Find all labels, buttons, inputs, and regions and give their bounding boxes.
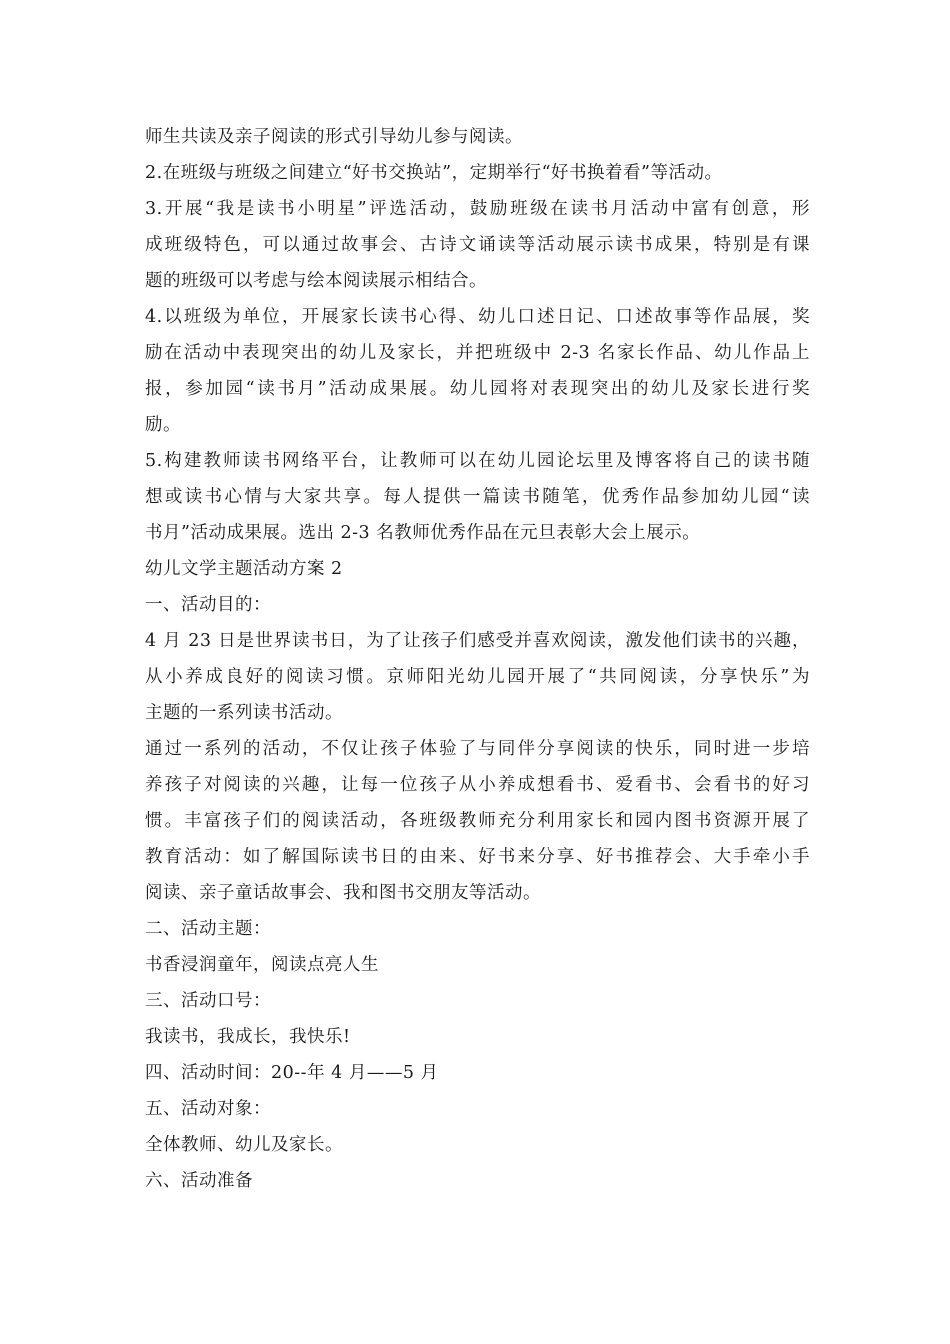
text-line: 励。 xyxy=(145,415,181,435)
section-heading: 四、活动时间：20--年 4 月——5 月 xyxy=(145,1063,439,1083)
text-line: 书月”活动成果展。选出 2-3 名教师优秀作品在元旦表彰大会上展示。 xyxy=(145,523,701,543)
section-heading: 三、活动口号： xyxy=(145,991,271,1011)
text-line: 2.在班级与班级之间建立“好书交换站”，定期举行“好书换着看”等活动。 xyxy=(145,163,723,183)
document-page xyxy=(145,119,810,1199)
text-line: 阅读、亲子童话故事会、我和图书交朋友等活动。 xyxy=(145,883,541,903)
text-line: 3.开展“我是读书小明星”评选活动，鼓励班级在读书月活动中富有创意，形 xyxy=(145,199,810,219)
text-line: 4 月 23 日是世界读书日，为了让孩子们感受并喜欢阅读，激发他们读书的兴趣， xyxy=(145,631,810,651)
text-line: 励在活动中表现突出的幼儿及家长，并把班级中 2-3 名家长作品、幼儿作品上 xyxy=(145,343,810,363)
text-line: 成班级特色，可以通过故事会、古诗文诵读等活动展示读书成果，特别是有课 xyxy=(145,235,810,255)
text-line: 养孩子对阅读的兴趣，让每一位孩子从小养成想看书、爱看书、会看书的好习 xyxy=(145,775,810,795)
text-line: 通过一系列的活动，不仅让孩子体验了与同伴分享阅读的快乐，同时进一步培 xyxy=(145,739,810,759)
text-line: 报，参加园“读书月”活动成果展。幼儿园将对表现突出的幼儿及家长进行奖 xyxy=(145,379,810,399)
text-line: 教育活动：如了解国际读书日的由来、好书来分享、好书推荐会、大手牵小手 xyxy=(145,847,810,867)
text-line: 题的班级可以考虑与绘本阅读展示相结合。 xyxy=(145,271,487,291)
text-line: 5.构建教师读书网络平台，让教师可以在幼儿园论坛里及博客将自己的读书随 xyxy=(145,451,810,471)
text-line: 师生共读及亲子阅读的形式引导幼儿参与阅读。 xyxy=(145,127,523,147)
section-heading: 六、活动准备 xyxy=(145,1171,253,1191)
text-line: 主题的一系列读书活动。 xyxy=(145,703,343,723)
text-line: 全体教师、幼儿及家长。 xyxy=(145,1135,343,1155)
section-heading: 一、活动目的： xyxy=(145,595,271,615)
text-line: 惯。丰富孩子们的阅读活动，各班级教师充分利用家长和园内图书资源开展了 xyxy=(145,811,810,831)
text-line: 4.以班级为单位，开展家长读书心得、幼儿口述日记、口述故事等作品展，奖 xyxy=(145,307,810,327)
text-line: 我读书，我成长，我快乐! xyxy=(145,1027,351,1047)
section-heading: 二、活动主题： xyxy=(145,919,271,939)
text-line: 想或读书心情与大家共享。每人提供一篇读书随笔，优秀作品参加幼儿园“读 xyxy=(145,487,810,507)
text-line: 从小养成良好的阅读习惯。京师阳光幼儿园开展了“共同阅读，分享快乐”为 xyxy=(145,667,810,687)
section-heading: 五、活动对象： xyxy=(145,1099,271,1119)
text-line: 书香浸润童年，阅读点亮人生 xyxy=(145,955,379,975)
section-title: 幼儿文学主题活动方案 2 xyxy=(145,559,343,579)
